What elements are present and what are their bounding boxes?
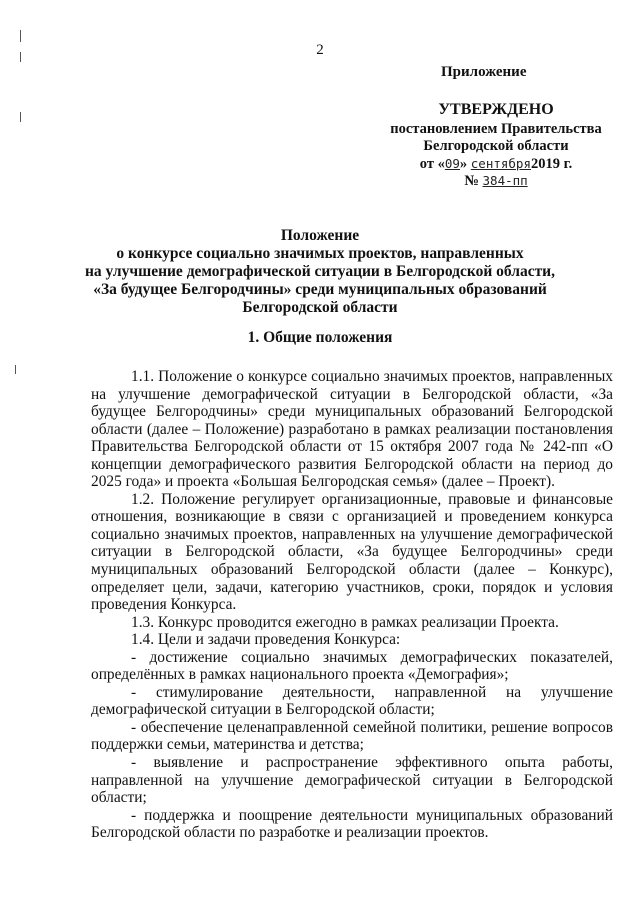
scan-margin-mark (20, 30, 21, 42)
document-title-line: Положение (280, 227, 360, 244)
document-title-line: о конкурсе социально значимых проектов, направленных (116, 245, 524, 262)
document-body (91, 368, 613, 842)
document-title-line: Белгородской области (242, 299, 398, 316)
section-title: 1. Общие положения (247, 329, 393, 346)
number-value: 384-пп (482, 173, 528, 188)
number-prefix: № (464, 173, 479, 189)
approval-title: УТВЕРЖДЕНО (438, 101, 554, 118)
scan-margin-mark (15, 365, 16, 374)
paragraph: 1.3. Конкурс проводится ежегодно в рамках реализации Проекта. (131, 613, 559, 631)
paragraph: 1.2. Положение регулирует организационные, правовые и финансовые отношения, возникающие в связи с организацией и проведением конкурса социально значимых проектов, направленных на улучшение демографической ситуации в Белгородской области, «За будущее Белгородчины» среди муниципальных образований Белгородской области (далее – Конкурс), определяет цели, задачи, категорию участников, сроки, порядок и условия проведения Конкурса. (91, 490, 613, 614)
paragraph: 1.1. Положение о конкурсе социально значимых проектов, направленных на улучшение демографической ситуации в Белгородской области, «За будущее Белгородчины» среди муниципальных образований Белгородской области (далее – Положение) разработано в рамках реализации постановления Правительства Белгородской области от 15 октября 2007 года № 242-пп «О концепции демографического развития Белгородской области на период до 2025 года» и проекта «Большая Белгородская семья» (далее – Проект). (91, 368, 613, 491)
approval-number (376, 173, 616, 190)
list-item: - выявление и распространение эффективного опыта работы, направленной на улучшение демографической ситуации в Белгородской области; (91, 754, 613, 807)
date-mid: » (459, 156, 468, 172)
scan-margin-mark (20, 112, 21, 122)
page-number: 2 (316, 42, 324, 58)
date-day: 09 (444, 156, 460, 171)
approval-line-2: Белгородской области (423, 138, 569, 154)
document-title-line: «За будущее Белгородчины» среди муниципальных образований (93, 281, 547, 298)
list-item: - обеспечение целенаправленной семейной политики, решение вопросов поддержки семьи, материнства и детства; (91, 718, 613, 754)
approval-line-1: постановлением Правительства (390, 121, 602, 137)
list-item: - стимулирование деятельности, направленной на улучшение демографической ситуации в Белгородской области; (91, 683, 613, 719)
paragraph: 1.4. Цели и задачи проведения Конкурса: (131, 631, 401, 649)
list-item: - достижение социально значимых демографических показателей, определённых в рамках национального проекта «Демография»; (91, 648, 613, 684)
date-prefix: от « (419, 156, 445, 172)
document-title-line: на улучшение демографической ситуации в Белгородской области, (85, 263, 555, 280)
date-month: сентября (470, 156, 531, 171)
appendix-label: Приложение (441, 64, 527, 80)
list-item: - поддержка и поощрение деятельности муниципальных образований Белгородской области по разработке и реализации проектов. (91, 806, 613, 842)
date-year: 2019 г. (531, 156, 573, 172)
approval-date (376, 156, 616, 173)
